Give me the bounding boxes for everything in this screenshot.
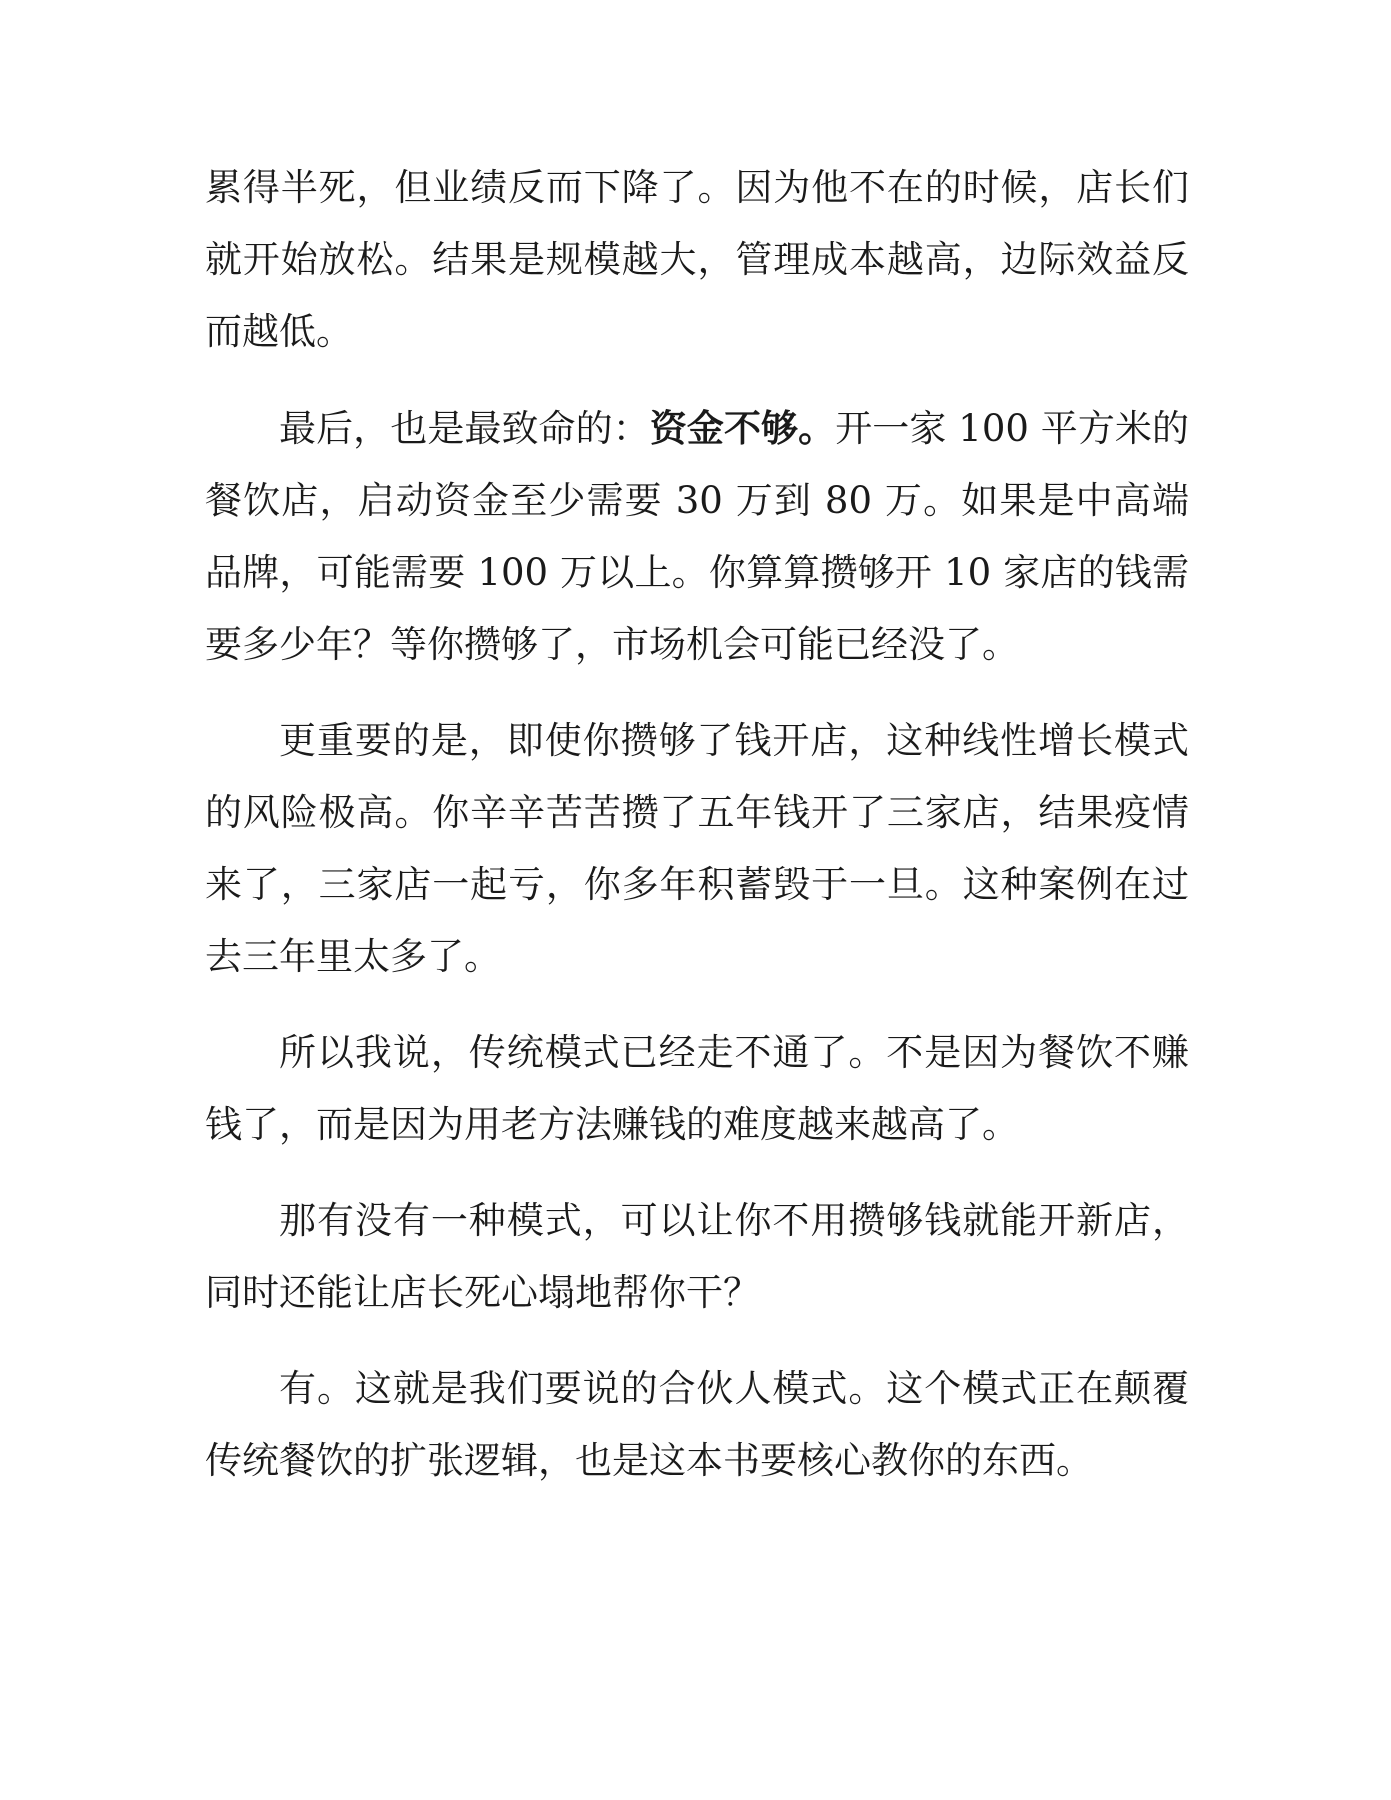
paragraph-risk [205,705,1189,993]
paragraph-funding [205,392,1189,681]
emphasis-text: 资金不够。 [649,406,836,450]
paragraph-text: 开一家 100 平方米的餐饮店，启动资金至少需要 30 万到 80 万。如果是中高端品牌，可能需要 100 万以上。你算算攒够开 10 家店的钱需要多少年？等你攒够了，市场机会可能已经没了。 [205,407,1190,666]
paragraph-conclusion [205,1017,1189,1161]
paragraph-text: 所以我说，传统模式已经走不通了。不是因为餐饮不赚钱了，而是因为用老方法赚钱的难度越来越高了。 [205,1031,1189,1146]
paragraph-answer [205,1353,1189,1497]
paragraph-text: 更重要的是，即使你攒够了钱开店，这种线性增长模式的风险极高。你辛辛苦苦攒了五年钱开了三家店，结果疫情来了，三家店一起亏，你多年积蓄毁于一旦。这种案例在过去三年里太多了。 [205,719,1189,978]
paragraph-text: 最后，也是最致命的： [279,407,650,450]
paragraph-question [205,1185,1189,1329]
paragraph-text: 有。这就是我们要说的合伙人模式。这个模式正在颠覆传统餐饮的扩张逻辑，也是这本书要核心教你的东西。 [205,1367,1189,1482]
body-text [205,152,1189,1521]
paragraph-continuation [205,152,1189,368]
paragraph-text: 累得半死，但业绩反而下降了。因为他不在的时候，店长们就开始放松。结果是规模越大，管理成本越高，边际效益反而越低。 [205,166,1189,353]
paragraph-text: 那有没有一种模式，可以让你不用攒够钱就能开新店，同时还能让店长死心塌地帮你干？ [205,1199,1189,1314]
